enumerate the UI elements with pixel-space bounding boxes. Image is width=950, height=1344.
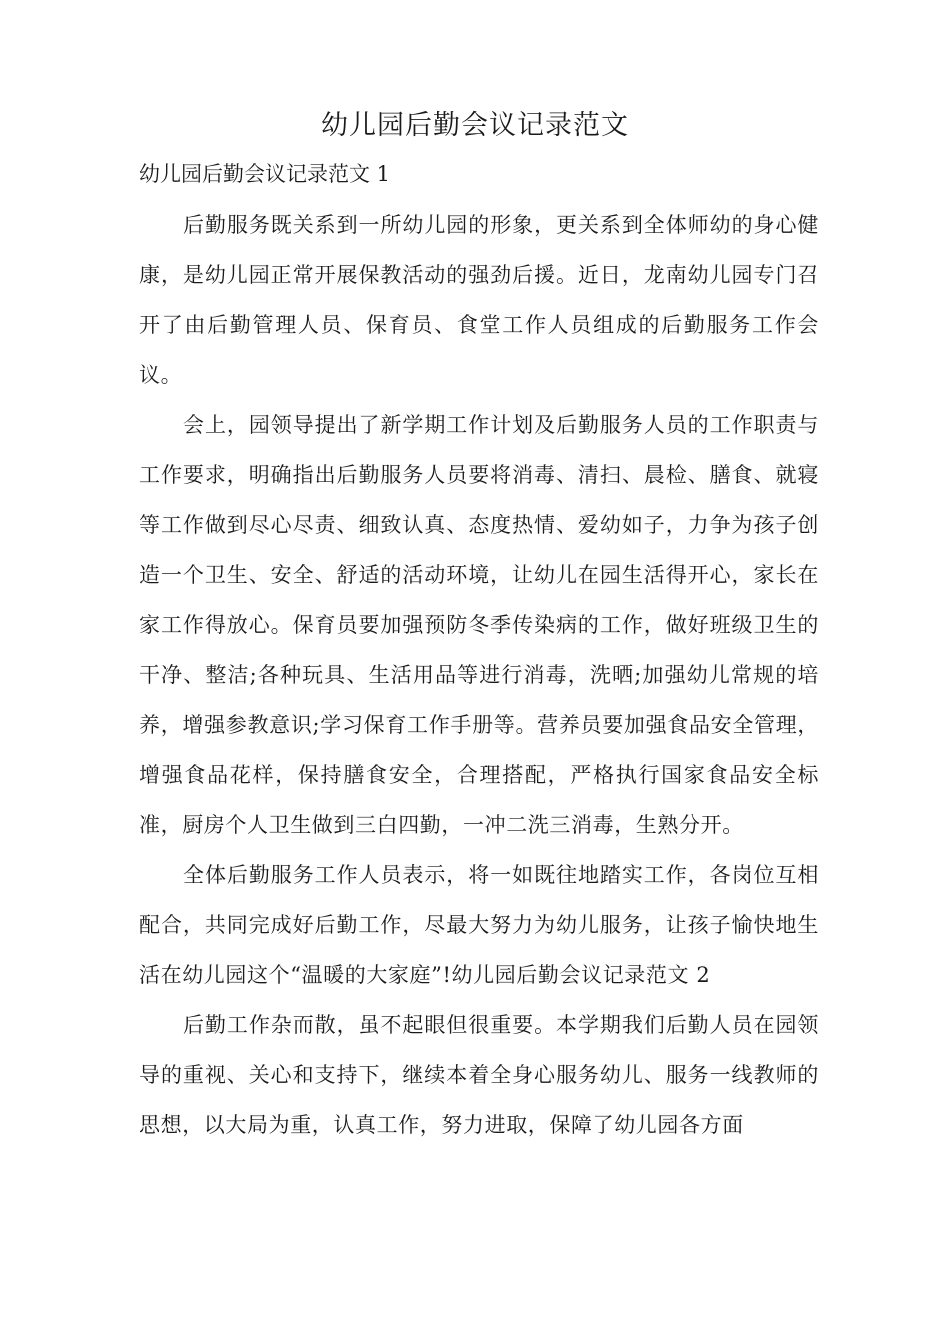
- document-body: [139, 200, 819, 1150]
- paragraph: 后勤工作杂而散，虽不起眼但很重要。本学期我们后勤人员在园领导的重视、关心和支持下，继续本着全身心服务幼儿、服务一线教师的思想，以大局为重，认真工作，努力进取，保障了幼儿园各方面: [139, 1013, 819, 1137]
- paragraph: 后勤服务既关系到一所幼儿园的形象，更关系到全体师幼的身心健康，是幼儿园正常开展保教活动的强劲后援。近日，龙南幼儿园专门召开了由后勤管理人员、保育员、食堂工作人员组成的后勤服务工作会议。: [139, 213, 819, 387]
- section-heading: 幼儿园后勤会议记录范文 1: [139, 162, 391, 186]
- document-title: 幼儿园后勤会议记录范文: [321, 110, 629, 141]
- paragraph: 全体后勤服务工作人员表示，将一如既往地踏实工作，各岗位互相配合，共同完成好后勤工作，尽最大努力为幼儿服务，让孩子愉快地生活在幼儿园这个“温暖的大家庭”!幼儿园后勤会议记录范文 2: [139, 863, 819, 987]
- paragraph: 会上，园领导提出了新学期工作计划及后勤服务人员的工作职责与工作要求，明确指出后勤服务人员要将消毒、清扫、晨检、膳食、就寝等工作做到尽心尽责、细致认真、态度热情、爱幼如子，力争为孩子创造一个卫生、安全、舒适的活动环境，让幼儿在园生活得开心，家长在家工作得放心。保育员要加强预防冬季传染病的工作，做好班级卫生的干净、整洁;各种玩具、生活用品等进行消毒，洗晒;加强幼儿常规的培养，增强参教意识;学习保育工作手册等。营养员要加强食品安全管理，增强食品花样，保持膳食安全，合理搭配，严格执行国家食品安全标准，厨房个人卫生做到三白四勤，一冲二洗三消毒，生熟分开。: [139, 413, 819, 837]
